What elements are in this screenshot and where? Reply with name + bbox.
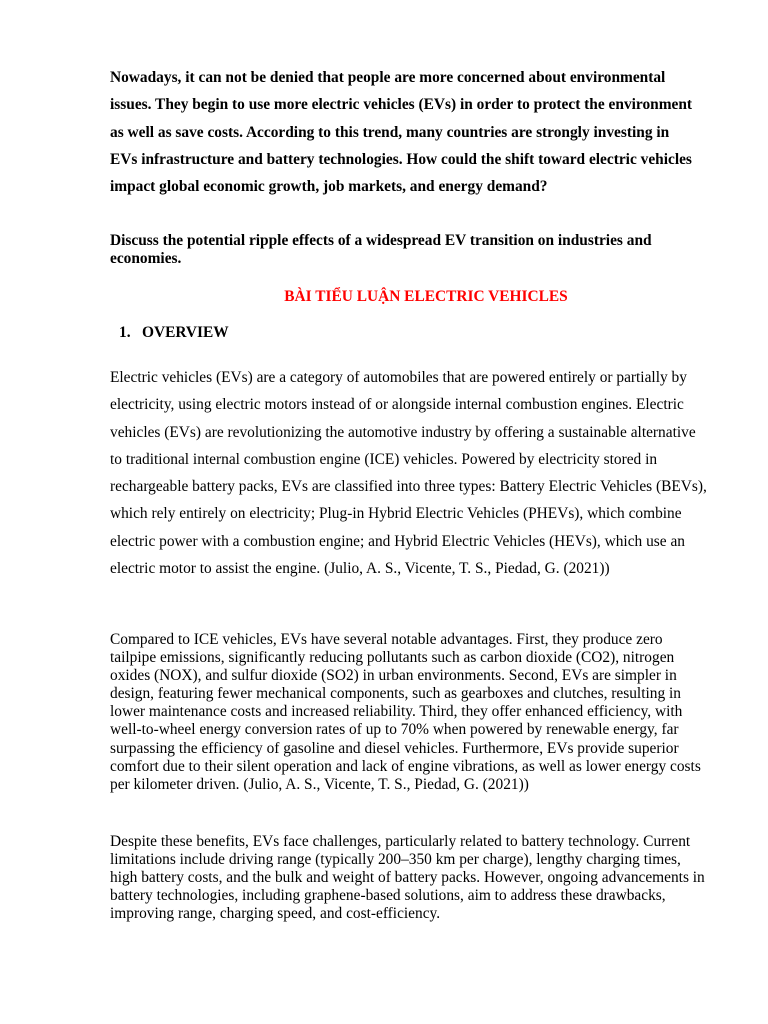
document-title: BÀI TIỂU LUẬN ELECTRIC VEHICLES bbox=[284, 288, 568, 305]
overview-paragraph-3: Despite these benefits, EVs face challenges, particularly related to battery technology. Current limitations include driving range (typically 200–350 km per charge), lengthy charging times, high battery costs, and the bulk and weight of battery packs. However, ongoing advancements in battery technologies, including graphene-based solutions, aim to address these drawbacks, improving range, charging speed, and cost-efficiency. bbox=[110, 833, 705, 923]
intro-prompt: Discuss the potential ripple effects of a widespread EV transition on industries and economies. bbox=[110, 232, 652, 267]
intro-question: Nowadays, it can not be denied that people are more concerned about environmental issues. They begin to use more electric vehicles (EVs) in order to protect the environment as well as save costs. According to this trend, many countries are strongly investing in EVs infrastructure and battery technologies. How could the shift toward electric vehicles impact global economic growth, job markets, and energy demand? bbox=[110, 69, 693, 196]
section-heading bbox=[119, 323, 229, 343]
overview-paragraph-2: Compared to ICE vehicles, EVs have several notable advantages. First, they produce zero tailpipe emissions, significantly reducing pollutants such as carbon dioxide (CO2), nitrogen oxides (NOX), and sulfur dioxide (SO2) in urban environments. Second, EVs are simpler in design, featuring fewer mechanical components, such as gearboxes and clutches, resulting in lower maintenance costs and increased reliability. Third, they offer enhanced efficiency, with well-to-wheel energy conversion rates of up to 70% when powered by renewable energy, far surpassing the efficiency of gasoline and diesel vehicles. Furthermore, EVs provide superior comfort due to their silent operation and lack of engine vibrations, as well as lower energy costs per kilometer driven. (Julio, A. S., Vicente, T. S., Piedad, G. (2021)) bbox=[110, 631, 701, 793]
overview-paragraph-1: Electric vehicles (EVs) are a category of automobiles that are powered entirely or partially by electricity, using electric motors instead of or alongside internal combustion engines. Electric vehicles (EVs) are revolutionizing the automotive industry by offering a sustainable alternative to traditional internal combustion engine (ICE) vehicles. Powered by electricity stored in rechargeable battery packs, EVs are classified into three types: Battery Electric Vehicles (BEVs), which rely entirely on electricity; Plug-in Hybrid Electric Vehicles (PHEVs), which combine electric power with a combustion engine; and Hybrid Electric Vehicles (HEVs), which use an electric motor to assist the engine. (Julio, A. S., Vicente, T. S., Piedad, G. (2021)) bbox=[110, 369, 707, 578]
section-number: 1. bbox=[119, 324, 131, 341]
section-heading-text: OVERVIEW bbox=[142, 324, 229, 341]
